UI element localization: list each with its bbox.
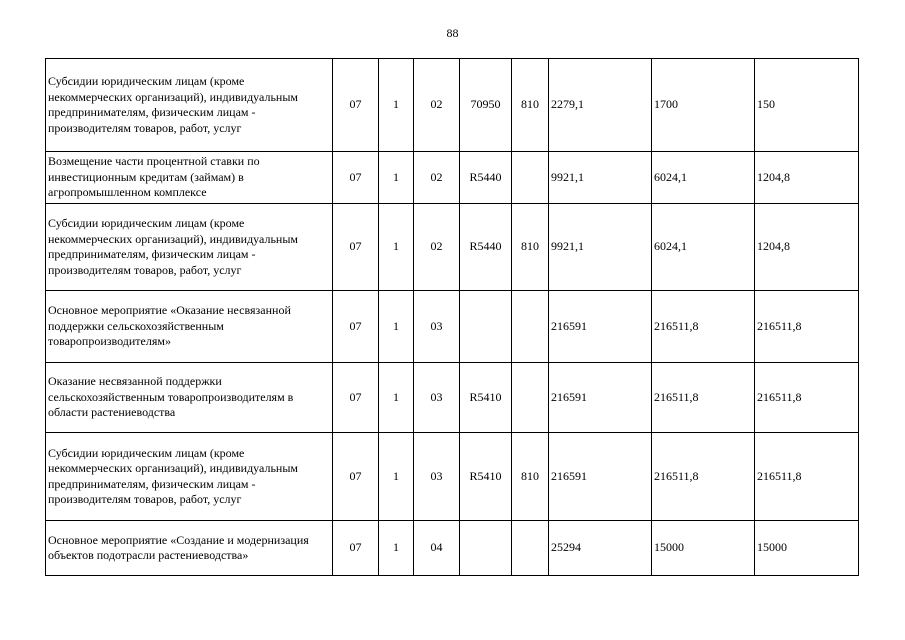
program-code-cell: 07 [333, 521, 379, 576]
table-row [46, 59, 859, 152]
amount-year1-cell: 216591 [549, 363, 652, 433]
row-name-cell: Оказание несвязанной поддержки сельскохозяйственным товаропроизводителям в области растениеводства [46, 363, 333, 433]
direction-code-cell [460, 291, 512, 363]
amount-year1-cell: 216591 [549, 433, 652, 521]
expense-type-cell: 810 [512, 59, 549, 152]
amount-year3-cell: 216511,8 [755, 363, 859, 433]
row-name-cell: Субсидии юридическим лицам (кроме некоммерческих организаций), индивидуальным предпринимателям, физическим лицам - производителям товаров, работ, услуг [46, 59, 333, 152]
program-code-cell: 07 [333, 59, 379, 152]
table-row [46, 363, 859, 433]
subprogram-code-cell: 1 [379, 204, 414, 291]
table-row [46, 204, 859, 291]
row-name-cell: Возмещение части процентной ставки по инвестиционным кредитам (займам) в агропромышленном комплексе [46, 152, 333, 204]
row-name-cell: Субсидии юридическим лицам (кроме некоммерческих организаций), индивидуальным предпринимателям, физическим лицам - производителям товаров, работ, услуг [46, 433, 333, 521]
amount-year2-cell: 1700 [652, 59, 755, 152]
direction-code-cell: R5440 [460, 152, 512, 204]
subprogram-code-cell: 1 [379, 59, 414, 152]
row-name-cell: Субсидии юридическим лицам (кроме некоммерческих организаций), индивидуальным предпринимателям, физическим лицам - производителям товаров, работ, услуг [46, 204, 333, 291]
budget-table [45, 58, 859, 576]
table-row [46, 433, 859, 521]
direction-code-cell: R5440 [460, 204, 512, 291]
program-code-cell: 07 [333, 152, 379, 204]
amount-year2-cell: 216511,8 [652, 433, 755, 521]
subprogram-code-cell: 1 [379, 433, 414, 521]
main-activity-code-cell: 03 [414, 363, 460, 433]
amount-year2-cell: 216511,8 [652, 363, 755, 433]
table-row [46, 521, 859, 576]
expense-type-cell: 810 [512, 433, 549, 521]
main-activity-code-cell: 02 [414, 59, 460, 152]
amount-year3-cell: 15000 [755, 521, 859, 576]
amount-year3-cell: 1204,8 [755, 204, 859, 291]
main-activity-code-cell: 04 [414, 521, 460, 576]
expense-type-cell [512, 363, 549, 433]
amount-year1-cell: 9921,1 [549, 152, 652, 204]
subprogram-code-cell: 1 [379, 291, 414, 363]
main-activity-code-cell: 03 [414, 433, 460, 521]
main-activity-code-cell: 02 [414, 204, 460, 291]
amount-year3-cell: 216511,8 [755, 291, 859, 363]
amount-year3-cell: 1204,8 [755, 152, 859, 204]
direction-code-cell: R5410 [460, 433, 512, 521]
expense-type-cell: 810 [512, 204, 549, 291]
amount-year1-cell: 216591 [549, 291, 652, 363]
direction-code-cell: R5410 [460, 363, 512, 433]
amount-year1-cell: 2279,1 [549, 59, 652, 152]
amount-year1-cell: 9921,1 [549, 204, 652, 291]
page-number: 88 [446, 26, 459, 40]
expense-type-cell [512, 291, 549, 363]
subprogram-code-cell: 1 [379, 363, 414, 433]
amount-year3-cell: 216511,8 [755, 433, 859, 521]
amount-year2-cell: 6024,1 [652, 204, 755, 291]
main-activity-code-cell: 03 [414, 291, 460, 363]
main-activity-code-cell: 02 [414, 152, 460, 204]
direction-code-cell [460, 521, 512, 576]
subprogram-code-cell: 1 [379, 152, 414, 204]
direction-code-cell: 70950 [460, 59, 512, 152]
expense-type-cell [512, 152, 549, 204]
amount-year2-cell: 15000 [652, 521, 755, 576]
row-name-cell: Основное мероприятие «Создание и модернизация объектов подотрасли растениеводства» [46, 521, 333, 576]
program-code-cell: 07 [333, 204, 379, 291]
program-code-cell: 07 [333, 433, 379, 521]
amount-year3-cell: 150 [755, 59, 859, 152]
program-code-cell: 07 [333, 291, 379, 363]
subprogram-code-cell: 1 [379, 521, 414, 576]
table-row [46, 291, 859, 363]
program-code-cell: 07 [333, 363, 379, 433]
expense-type-cell [512, 521, 549, 576]
amount-year2-cell: 6024,1 [652, 152, 755, 204]
amount-year2-cell: 216511,8 [652, 291, 755, 363]
row-name-cell: Основное мероприятие «Оказание несвязанной поддержки сельскохозяйственным товаропроизводителям» [46, 291, 333, 363]
amount-year1-cell: 25294 [549, 521, 652, 576]
table-row [46, 152, 859, 204]
